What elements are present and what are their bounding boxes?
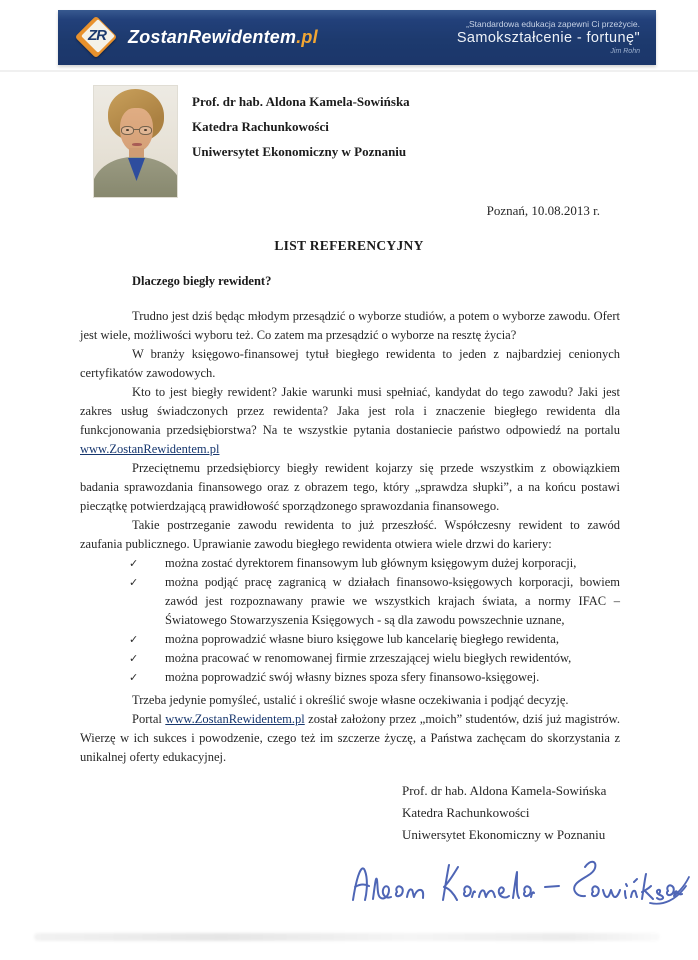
- signoff-department: Katedra Rachunkowości: [402, 805, 530, 820]
- bullet-text: można poprowadzić własne biuro księgowe lub kancelarię biegłego rewidenta,: [165, 632, 559, 646]
- bullet-item: [80, 649, 620, 668]
- paragraph: [80, 710, 620, 767]
- document-title: LIST REFERENCYJNY: [274, 238, 424, 253]
- paragraph-text: został założony przez „moich” studentów, dziś już magistrów. Wierzę w ich sukces i powodzenie, czego też im szczerze życzę, a Państwa zachęcam do skorzystania z unikalnej oferty edukacyjnej.: [80, 712, 620, 764]
- paragraph: Trudno jest dziś będąc młodym przesądzić o wyborze studiów, a potem o wyborze zawodu. Ofert jest wiele, możliwości wyboru też. Co zatem ma przesądzić o wyborze na resztę życia?: [80, 309, 620, 342]
- portrait-mouth: [132, 143, 142, 146]
- bullet-item: [80, 573, 620, 630]
- paragraph: Trzeba jedynie pomyśleć, ustalić i określić swoje własne oczekiwania i podjąć decyzję.: [132, 693, 569, 707]
- quote-line-1: „Standardowa edukacja zapewni Ci przeżycie.: [466, 18, 640, 29]
- paragraph: W branży księgowo-finansowej tytuł biegłego rewidenta to jeden z najbardziej cenionych certyfikatów zawodowych.: [80, 347, 620, 380]
- author-department: Katedra Rachunkowości: [192, 119, 329, 134]
- scan-fold-line: [0, 70, 698, 72]
- portal-link[interactable]: www.ZostanRewidentem.pl: [80, 442, 220, 456]
- brand-logo: [76, 17, 118, 59]
- section-heading: Dlaczego biegły rewident?: [132, 274, 272, 288]
- brand-wordmark: [128, 27, 318, 48]
- paragraph: Takie postrzeganie zawodu rewidenta to już przeszłość. Współczesny rewident to zawód zaufania publicznego. Uprawianie zawodu biegłego rewidenta otwiera wiele drzwi do kariery:: [80, 518, 620, 551]
- author-name: Prof. dr hab. Aldona Kamela-Sowińska: [192, 94, 410, 109]
- author-block: [93, 85, 410, 198]
- portal-link[interactable]: www.ZostanRewidentem.pl: [165, 712, 305, 726]
- signoff-university: Uniwersytet Ekonomiczny w Poznaniu: [402, 827, 606, 842]
- letter-body: [80, 272, 620, 767]
- quote-attribution: Jim Rohn: [610, 47, 640, 55]
- quote-line-2: Samokształcenie - fortunę": [456, 30, 640, 47]
- paragraph-text: Portal: [132, 712, 166, 726]
- glasses: [121, 126, 152, 136]
- paragraph: Przeciętnemu przedsiębiorcy biegły rewident kojarzy się przede wszystkim z obowiązkiem badania sprawozdania finansowego oraz z obrazem tego, który „sprawdza słupki”, a na końcu postawi pieczątkę potwierdzającą prawidłowość sporządzonego sprawozdania finansowego.: [80, 461, 620, 513]
- check-icon: ✓: [129, 557, 139, 570]
- paragraph-text: Kto to jest biegły rewident? Jakie warunki musi spełniać, kandydat do tego zawodu? Jaki jest zakres usług świadczonych przez rewidenta? Jaka jest rola i znaczenie biegłego rewidenta dla funkcjonowania przedsiębiorstwa? Na te wszystkie pytania dostaniecie państwo odpowiedź na portalu: [80, 385, 620, 437]
- bullet-text: można poprowadzić swój własny biznes spoza sfery finansowo-księgowej.: [165, 670, 540, 684]
- check-icon: ✓: [129, 652, 139, 665]
- bullet-text: można podjąć pracę zagranicą w działach finansowo-księgowych korporacji, bowiem zawód jest rozpoznawany prawie we wszystkich krajach świata, a normy IFAC – Światowego Stowarzyszenia Księgowych - są dla zawodu powszechnie uznane,: [165, 575, 620, 627]
- bullet-item: [80, 668, 620, 687]
- bullet-item: [80, 554, 620, 573]
- author-university: Uniwersytet Ekonomiczny w Poznaniu: [192, 144, 407, 159]
- paragraph: [80, 383, 620, 459]
- portrait-photo: [93, 85, 178, 198]
- brand-suffix: .pl: [296, 27, 318, 47]
- author-info: [192, 85, 410, 198]
- header-quote: [457, 19, 640, 57]
- brand-name: ZostanRewidentem: [128, 27, 297, 47]
- brand-header-bar: [58, 10, 656, 65]
- scan-smudge: [34, 933, 660, 941]
- check-icon: ✓: [129, 671, 139, 684]
- check-icon: ✓: [129, 576, 139, 589]
- logo-zr-monogram: ZR: [88, 26, 106, 44]
- bullet-text: można zostać dyrektorem finansowym lub głównym księgowym dużej korporacji,: [165, 556, 577, 570]
- bullet-item: [80, 630, 620, 649]
- place-and-date: Poznań, 10.08.2013 r.: [486, 203, 600, 218]
- signoff-name: Prof. dr hab. Aldona Kamela-Sowińska: [402, 783, 607, 798]
- handwritten-signature: [345, 854, 693, 916]
- bullet-text: można pracować w renomowanej firmie zrzeszającej wielu biegłych rewidentów,: [165, 651, 572, 665]
- signature-ink-drawing: [345, 854, 693, 916]
- check-icon: ✓: [129, 633, 139, 646]
- signoff-block: [402, 780, 606, 846]
